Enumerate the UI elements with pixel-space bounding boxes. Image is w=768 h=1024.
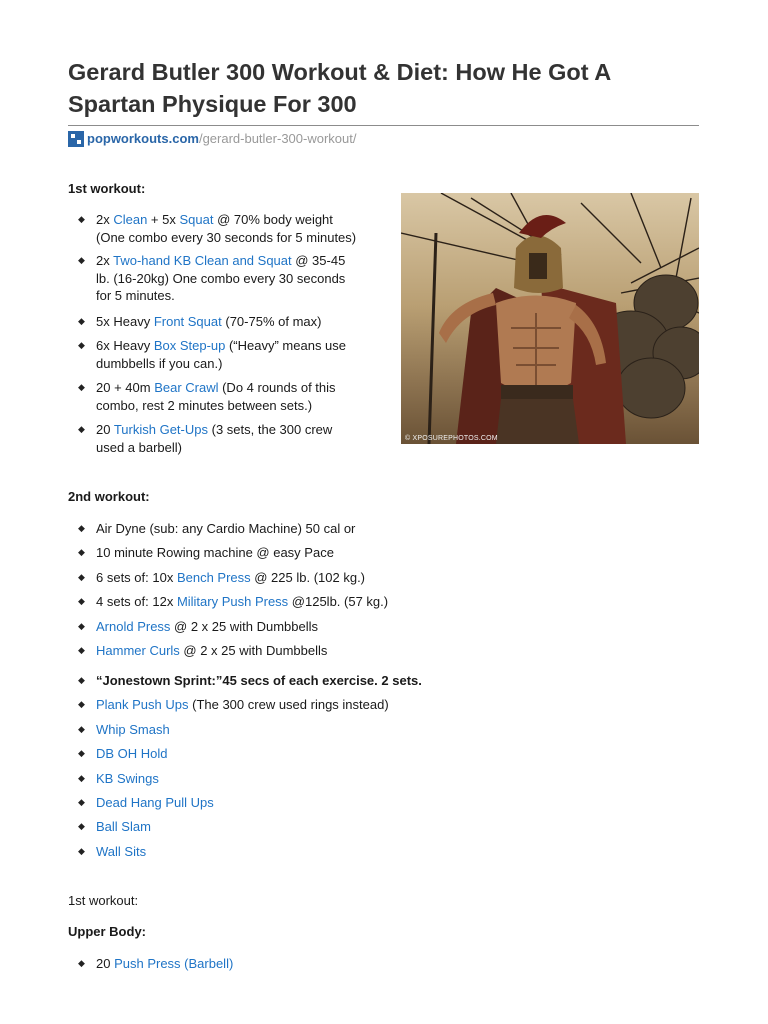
diamond-bullet-icon: ◆ bbox=[78, 547, 85, 558]
plank-push-ups-link[interactable]: Plank Push Ups bbox=[96, 697, 189, 713]
squat-link[interactable]: Squat bbox=[179, 212, 214, 227]
source-link[interactable] bbox=[68, 131, 356, 147]
item-text: @ 2 x 25 with Dumbbells bbox=[170, 618, 319, 634]
item-text: 6x Heavy bbox=[96, 338, 154, 353]
diamond-bullet-icon: ◆ bbox=[78, 645, 85, 655]
list-item bbox=[78, 211, 356, 246]
item-text: dumbbells if you can.) bbox=[96, 355, 223, 371]
item-line bbox=[96, 397, 336, 415]
workout2-heading: 2nd workout: bbox=[68, 489, 150, 504]
list-item bbox=[78, 672, 422, 690]
workout1-heading: 1st workout: bbox=[68, 181, 146, 196]
box-step-up-link[interactable]: Box Step-up bbox=[153, 338, 226, 353]
item-line bbox=[96, 313, 321, 331]
list-item bbox=[78, 818, 151, 836]
item-text: (One combo every 30 seconds for 5 minutes) bbox=[96, 229, 357, 245]
diamond-bullet-icon: ◆ bbox=[78, 699, 85, 710]
item-text: 20 bbox=[96, 956, 115, 971]
arnold-press-link[interactable]: Arnold Press bbox=[96, 618, 171, 634]
list-item bbox=[78, 794, 214, 812]
item-text: for 5 minutes. bbox=[96, 288, 175, 303]
wall-sits-link[interactable]: Wall Sits bbox=[96, 843, 147, 859]
diamond-bullet-icon: ◆ bbox=[78, 958, 85, 968]
item-line bbox=[96, 229, 356, 247]
item-text: used a barbell) bbox=[96, 439, 182, 455]
list-item bbox=[78, 520, 355, 538]
item-text: @ 2 x 25 with Dumbbells bbox=[179, 643, 328, 658]
list-item bbox=[78, 618, 318, 636]
list-item bbox=[78, 593, 388, 611]
hammer-curls-link[interactable]: Hammer Curls bbox=[96, 643, 180, 658]
diamond-bullet-icon: ◆ bbox=[78, 748, 85, 759]
upper-body-heading: Upper Body: bbox=[68, 924, 146, 939]
diamond-bullet-icon: ◆ bbox=[78, 214, 85, 224]
item-text: + 5x bbox=[147, 212, 180, 227]
item-text: 20 + 40m bbox=[96, 380, 155, 395]
list-item bbox=[78, 313, 321, 331]
item-line bbox=[96, 252, 345, 270]
item-line bbox=[96, 439, 332, 457]
item-line bbox=[96, 337, 346, 355]
item-text: (Do 4 rounds of this bbox=[218, 380, 336, 395]
item-line bbox=[96, 270, 345, 288]
workout3-heading: 1st workout: bbox=[68, 893, 139, 908]
article-title bbox=[68, 56, 708, 120]
diamond-bullet-icon: ◆ bbox=[78, 340, 85, 350]
list-item bbox=[78, 955, 233, 973]
list-item bbox=[78, 721, 170, 739]
diamond-bullet-icon: ◆ bbox=[78, 772, 85, 783]
item-text: (70-75% of max) bbox=[221, 314, 322, 329]
diamond-bullet-icon: ◆ bbox=[78, 675, 85, 685]
diamond-bullet-icon: ◆ bbox=[78, 255, 85, 265]
list-item bbox=[78, 843, 146, 861]
db-oh-hold-link[interactable]: DB OH Hold bbox=[96, 746, 168, 762]
bear-crawl-link[interactable]: Bear Crawl bbox=[154, 380, 219, 395]
diamond-bullet-icon: ◆ bbox=[78, 382, 85, 392]
list-item bbox=[78, 421, 332, 456]
clean-link[interactable]: Clean bbox=[113, 212, 148, 227]
item-text: 10 minute Rowing machine @ easy Pace bbox=[96, 545, 334, 561]
diamond-bullet-icon: ◆ bbox=[78, 316, 85, 326]
photo-credit: © XPOSUREPHOTOS.COM bbox=[405, 435, 498, 442]
push-press-barbell-link[interactable]: Push Press (Barbell) bbox=[114, 956, 234, 971]
item-text: “Jonestown Sprint:”45 secs of each exercise. 2 sets. bbox=[96, 673, 422, 688]
diamond-bullet-icon: ◆ bbox=[78, 523, 85, 533]
item-line bbox=[96, 421, 332, 439]
two-hand-kb-clean-and-squat-link[interactable]: Two-hand KB Clean and Squat bbox=[113, 253, 292, 268]
dead-hang-pull-ups-link[interactable]: Dead Hang Pull Ups bbox=[96, 795, 214, 810]
item-line bbox=[96, 355, 346, 373]
list-item bbox=[78, 252, 345, 305]
list-item bbox=[78, 696, 389, 714]
ball-slam-link[interactable]: Ball Slam bbox=[96, 819, 151, 835]
item-text: (3 sets, the 300 crew bbox=[208, 422, 333, 437]
source-domain: popworkouts.com bbox=[87, 131, 199, 146]
list-item bbox=[78, 379, 336, 414]
item-line bbox=[96, 287, 345, 305]
item-text: @125lb. (57 kg.) bbox=[288, 594, 389, 610]
list-item bbox=[78, 569, 365, 587]
title-line-2: Spartan Physique For 300 bbox=[68, 91, 357, 117]
list-item bbox=[78, 642, 327, 660]
diamond-bullet-icon: ◆ bbox=[78, 845, 85, 856]
spartan-warrior-image bbox=[401, 193, 699, 444]
spartan-photo bbox=[401, 193, 699, 444]
kb-swings-link[interactable]: KB Swings bbox=[96, 770, 159, 786]
turkish-get-ups-link[interactable]: Turkish Get-Ups bbox=[113, 422, 208, 437]
item-text: @ 35-45 bbox=[291, 253, 346, 268]
item-text: 6 sets of: 10x bbox=[96, 569, 177, 585]
diamond-bullet-icon: ◆ bbox=[78, 571, 85, 582]
diamond-bullet-icon: ◆ bbox=[78, 596, 85, 607]
diamond-bullet-icon: ◆ bbox=[78, 723, 85, 734]
whip-smash-link[interactable]: Whip Smash bbox=[96, 721, 170, 737]
list-item bbox=[78, 745, 168, 763]
front-squat-link[interactable]: Front Squat bbox=[153, 314, 222, 329]
item-text: 5x Heavy bbox=[96, 314, 154, 329]
item-text: 4 sets of: 12x bbox=[96, 594, 177, 610]
diamond-bullet-icon: ◆ bbox=[78, 424, 85, 434]
list-item bbox=[78, 337, 346, 372]
source-path: /gerard-butler-300-workout/ bbox=[198, 131, 357, 146]
item-text: 20 bbox=[96, 422, 114, 437]
item-line bbox=[96, 379, 336, 397]
item-line bbox=[96, 211, 356, 229]
list-item bbox=[78, 770, 159, 788]
item-text: @ 225 lb. (102 kg.) bbox=[250, 569, 366, 585]
item-text: (The 300 crew used rings instead) bbox=[188, 697, 389, 713]
title-divider bbox=[68, 125, 699, 126]
item-text: 2x bbox=[96, 253, 114, 268]
military-push-press-link[interactable]: Military Push Press bbox=[176, 594, 289, 610]
item-text: 2x bbox=[96, 212, 114, 227]
site-favicon-icon bbox=[68, 131, 84, 147]
item-text: Air Dyne (sub: any Cardio Machine) 50 cal or bbox=[96, 521, 356, 536]
diamond-bullet-icon: ◆ bbox=[78, 821, 85, 832]
title-line-1: Gerard Butler 300 Workout & Diet: How He Got A bbox=[68, 59, 612, 85]
item-text: combo, rest 2 minutes between sets.) bbox=[96, 397, 313, 413]
item-text: lb. (16-20kg) One combo every 30 seconds bbox=[96, 270, 346, 286]
diamond-bullet-icon: ◆ bbox=[78, 620, 85, 631]
item-text: (“Heavy” means use bbox=[225, 338, 347, 353]
bench-press-link[interactable]: Bench Press bbox=[176, 569, 251, 585]
item-text: @ 70% body weight bbox=[213, 212, 333, 227]
list-item bbox=[78, 544, 334, 562]
diamond-bullet-icon: ◆ bbox=[78, 797, 85, 807]
